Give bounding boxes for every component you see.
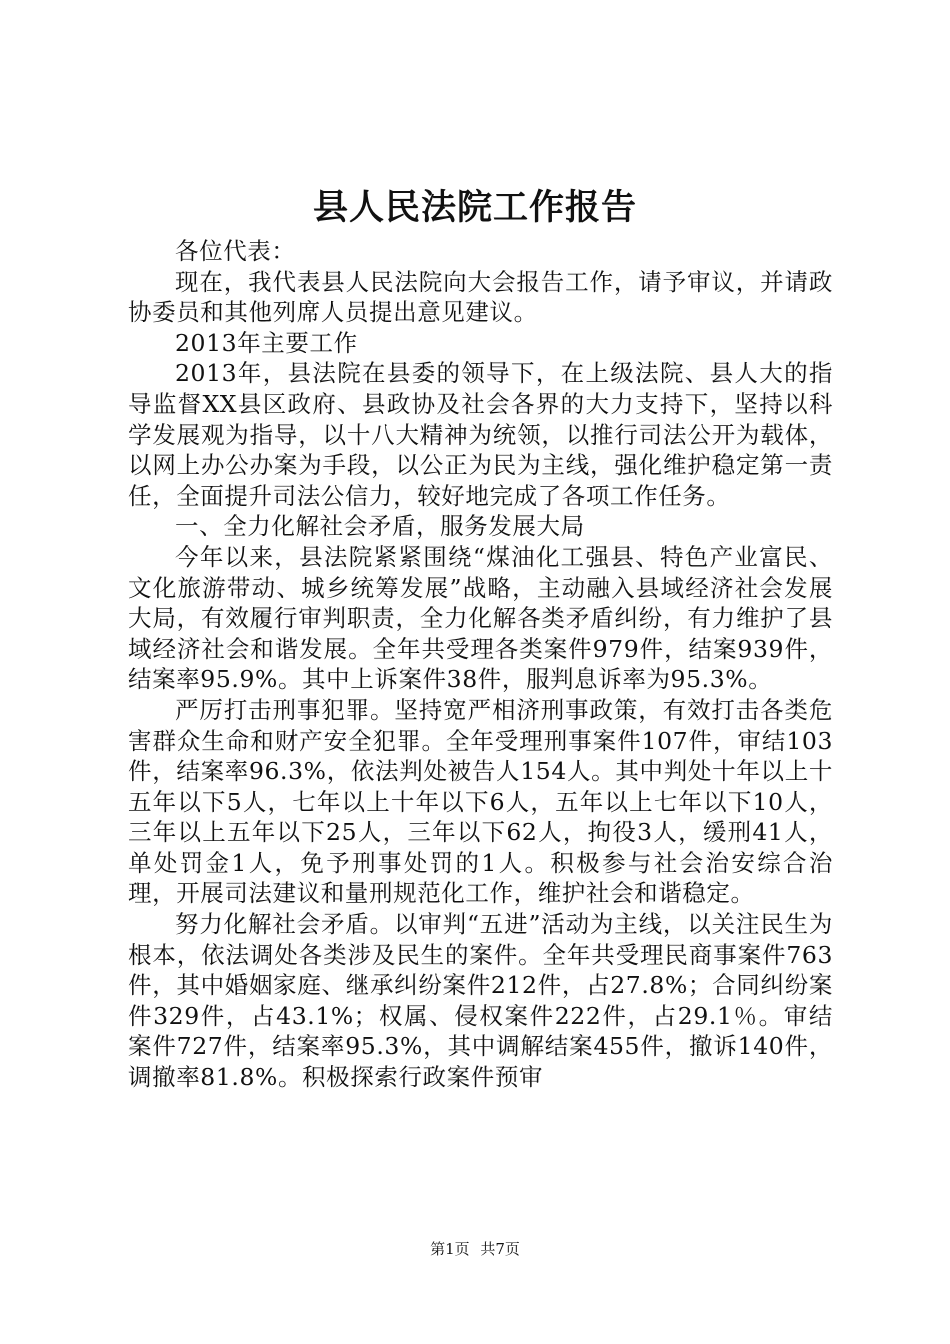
section-heading-2013: 2013年主要工作 [175,328,358,357]
page-total: 共7页 [480,1240,520,1258]
document-title: 县人民法院工作报告 [312,187,637,228]
section-heading-1: 一、全力化解社会矛盾，服务发展大局 [175,512,585,541]
paragraph-cases-summary: 今年以来，县法院紧紧围绕“煤油化工强县、特色产业富民、文化旅游带动、城乡统筹发展”战略，主动融入县域经济社会发展大局，有效履行审判职责，全力化解各类矛盾纠纷，有力维护了县域经济社会和谐发展。全年共受理各类案件979件，结案939件，结案率95.9%。其中上诉案件38件，服判息诉率为95.3%。 [128,542,833,694]
paragraph-civil: 努力化解社会矛盾。以审判“五进”活动为主线，以关注民生为根本，依法调处各类涉及民生的案件。全年共受理民商事案件763件，其中婚姻家庭、继承纠纷案件212件，占27.8%；合同纠纷案件329件，占43.1%；权属、侵权案件222件，占29.1％。审结案件727件，结案率95.3%，其中调解结案455件，撤诉140件，调撤率81.8%。积极探索行政案件预审 [128,910,833,1092]
paragraph-criminal: 严厉打击刑事犯罪。坚持宽严相济刑事政策，有效打击各类危害群众生命和财产安全犯罪。全年受理刑事案件107件，审结103件，结案率96.3%，依法判处被告人154人。其中判处十年以上十五年以下5人，七年以上十年以下6人，五年以上七年以下10人，三年以上五年以下25人，三年以下62人，拘役3人，缓刑41人，单处罚金1人，免予刑事处罚的1人。积极参与社会治安综合治理，开展司法建议和量刑规范化工作，维护社会和谐稳定。 [128,695,833,908]
document-body [128,236,833,1093]
paragraph-overview: 2013年，县法院在县委的领导下，在上级法院、县人大的指导监督XX县区政府、县政协及社会各界的大力支持下，坚持以科学发展观为指导，以十八大精神为统领，以推行司法公开为载体，以网上办公办案为手段，以公正为民为主线，强化维护稳定第一责任，全面提升司法公信力，较好地完成了各项工作任务。 [128,359,833,510]
salutation: 各位代表： [175,237,296,265]
paragraph-intro: 现在，我代表县人民法院向大会报告工作，请予审议，并请政协委员和其他列席人员提出意见建议。 [128,267,833,327]
page-number: 第1页 [430,1240,470,1258]
page-footer [0,1238,950,1260]
